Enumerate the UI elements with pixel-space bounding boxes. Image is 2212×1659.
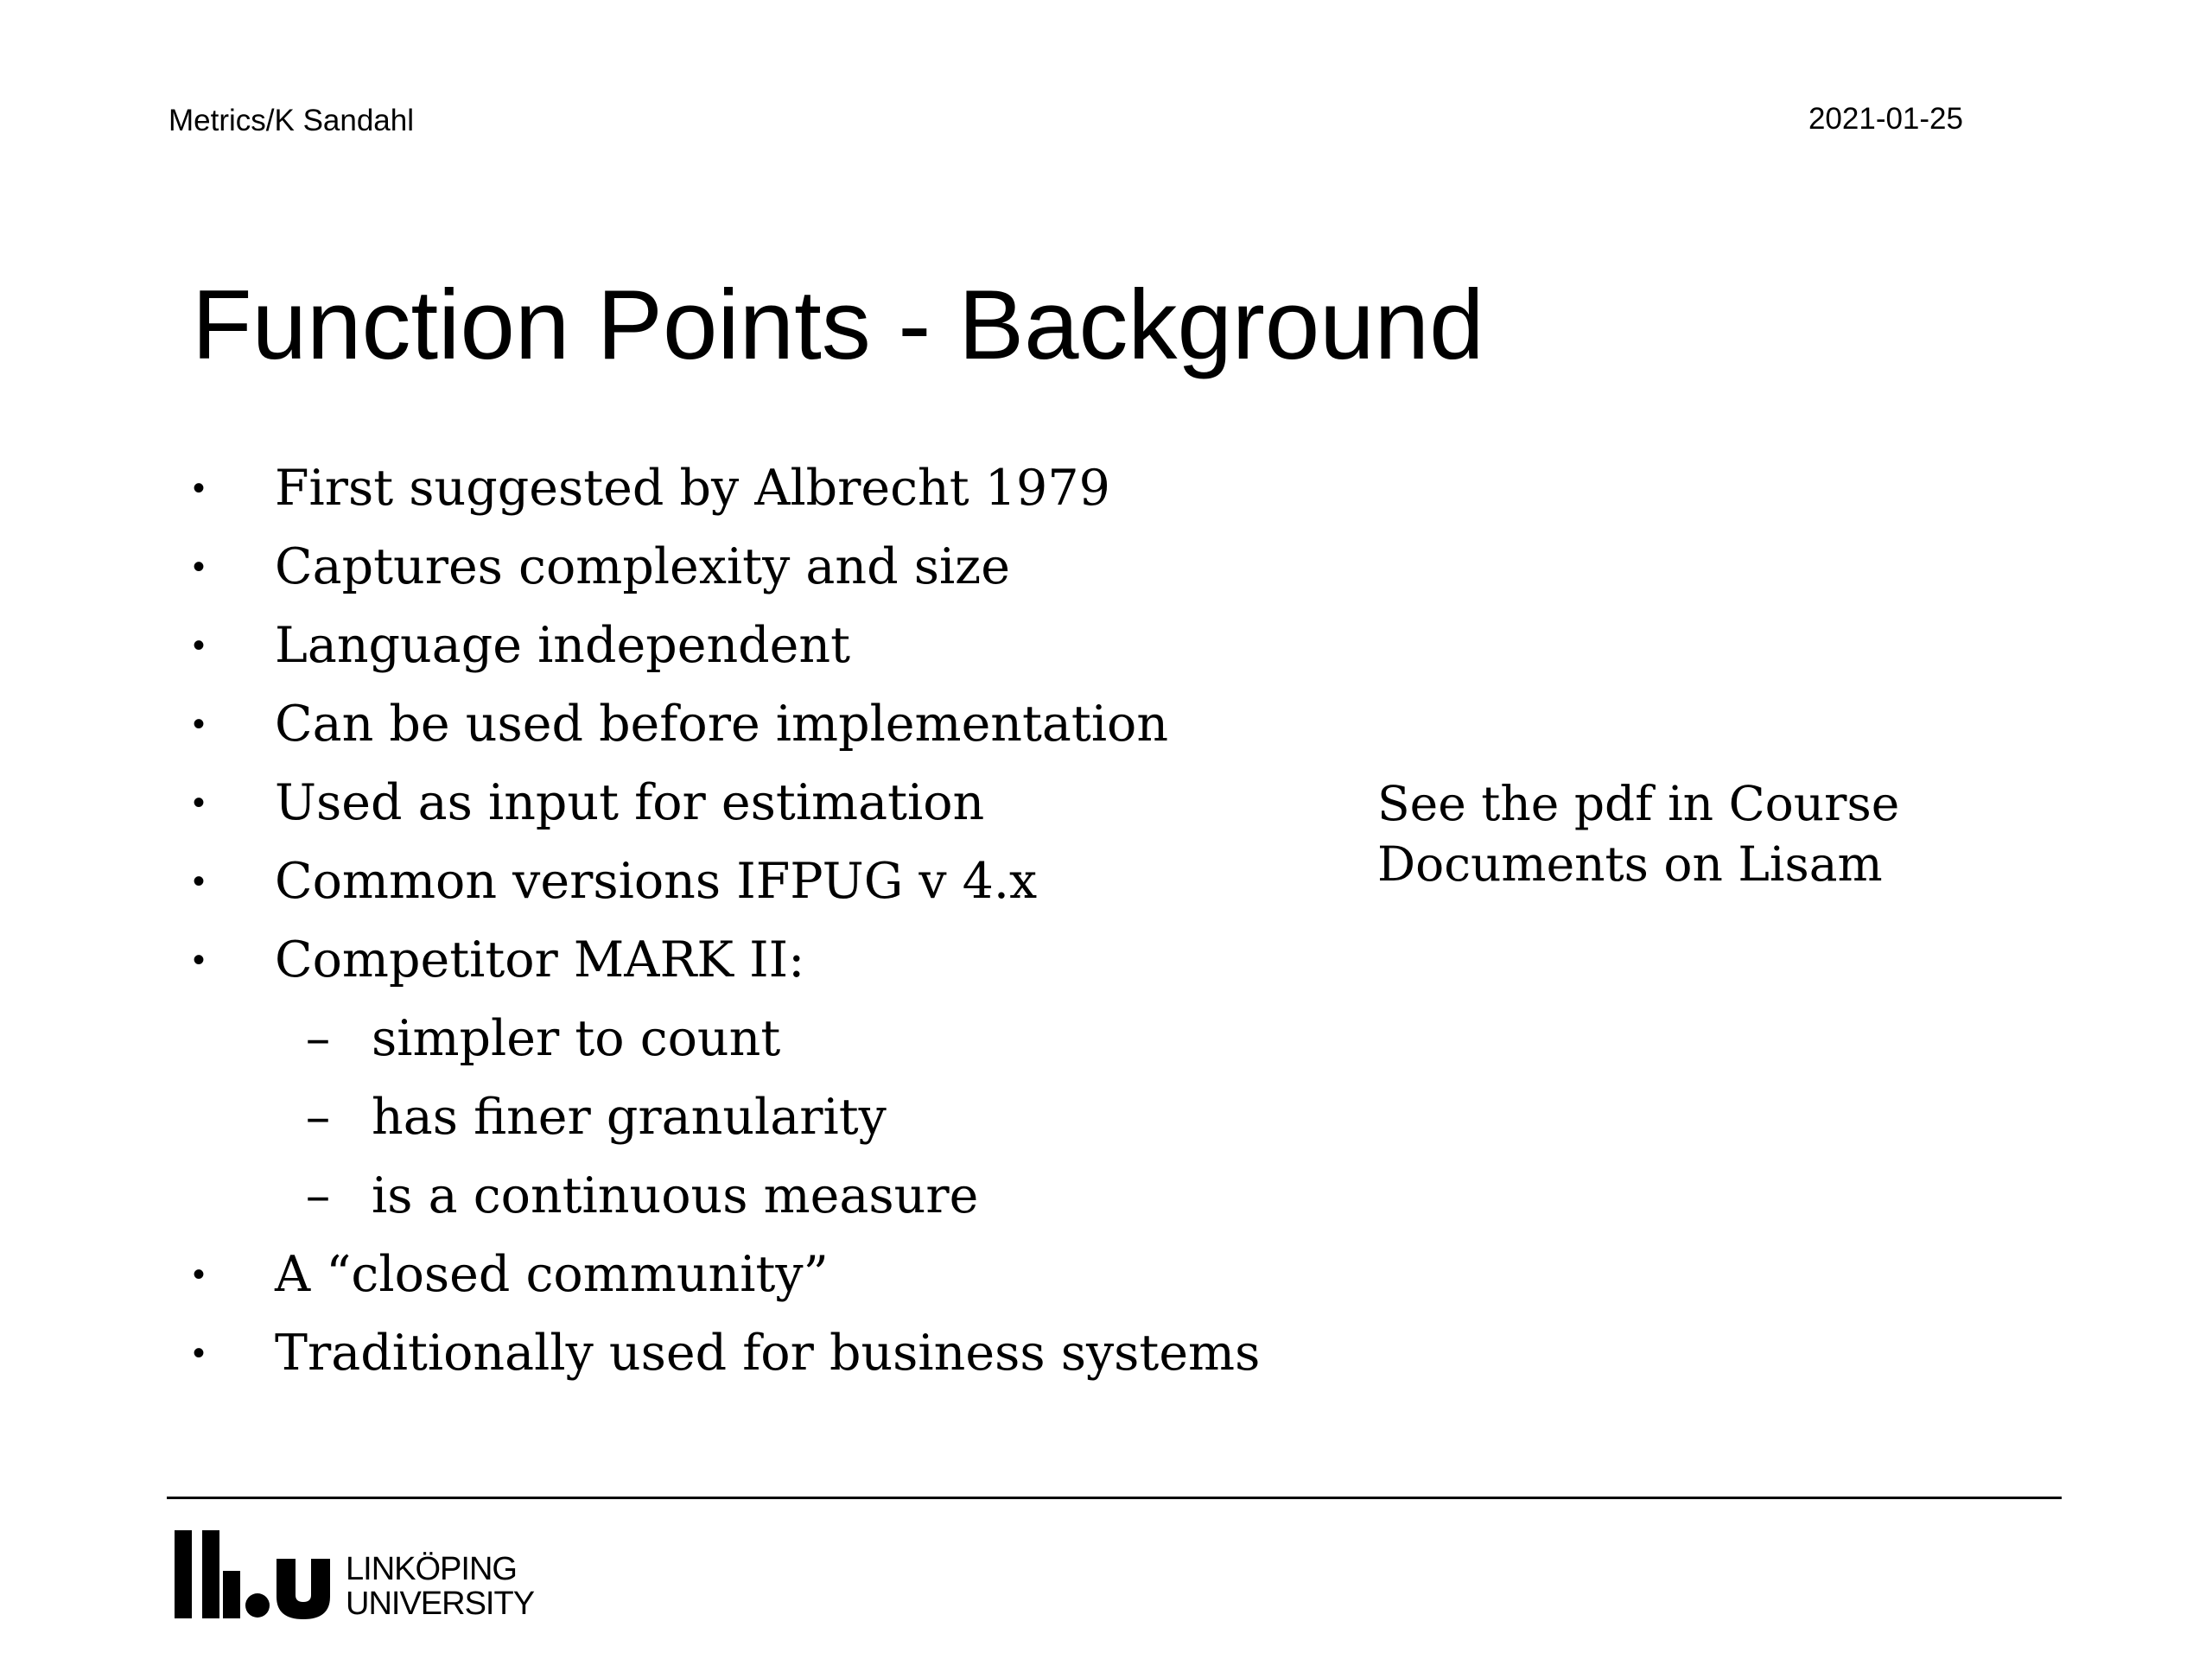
slide-title: Function Points - Background	[192, 270, 1484, 380]
list-item-text: Competitor MARK II:	[275, 931, 805, 988]
list-item-text: is a continuous measure	[372, 1167, 979, 1224]
bullet-marker: •	[192, 626, 205, 664]
list-item-text: Common versions IFPUG v 4.x	[275, 853, 1038, 910]
dash-marker: –	[305, 1167, 331, 1224]
list-item-text: Used as input for estimation	[275, 774, 985, 831]
logo-wordmark	[346, 1552, 534, 1621]
bullet-marker: •	[192, 862, 205, 900]
list-item-text: Can be used before implementation	[275, 696, 1169, 753]
list-item-text: First suggested by Albrecht 1979	[275, 460, 1110, 517]
dash-marker: –	[305, 1089, 331, 1146]
side-note-line: See the pdf in Course	[1377, 776, 1900, 831]
header-author: Metrics/K Sandahl	[168, 104, 415, 137]
bullet-marker: •	[192, 941, 205, 979]
list-item-text: Language independent	[275, 617, 850, 674]
bullet-marker: •	[192, 784, 205, 822]
bullet-marker: •	[192, 705, 205, 743]
bullet-marker: •	[192, 469, 205, 507]
bullet-marker: •	[192, 1255, 205, 1294]
dash-marker: –	[305, 1010, 331, 1067]
university-logo	[173, 1528, 536, 1623]
footer-divider	[167, 1497, 2062, 1499]
bullet-marker: •	[192, 548, 205, 586]
liu-logo-icon	[173, 1528, 337, 1623]
side-note-line: Documents on Lisam	[1377, 836, 1883, 892]
list-item-text: Captures complexity and size	[275, 538, 1010, 595]
bullet-marker: •	[192, 1334, 205, 1372]
list-item-text: has finer granularity	[372, 1089, 887, 1146]
list-item-text: Traditionally used for business systems	[275, 1325, 1261, 1382]
list-item-text: simpler to count	[372, 1010, 781, 1067]
header-date: 2021-01-25	[1808, 102, 1963, 136]
logo-text-line: LINKÖPING	[346, 1551, 517, 1587]
list-item-text: A “closed community”	[275, 1246, 829, 1303]
side-note	[1377, 773, 1913, 894]
logo-text-line: UNIVERSITY	[346, 1586, 535, 1622]
